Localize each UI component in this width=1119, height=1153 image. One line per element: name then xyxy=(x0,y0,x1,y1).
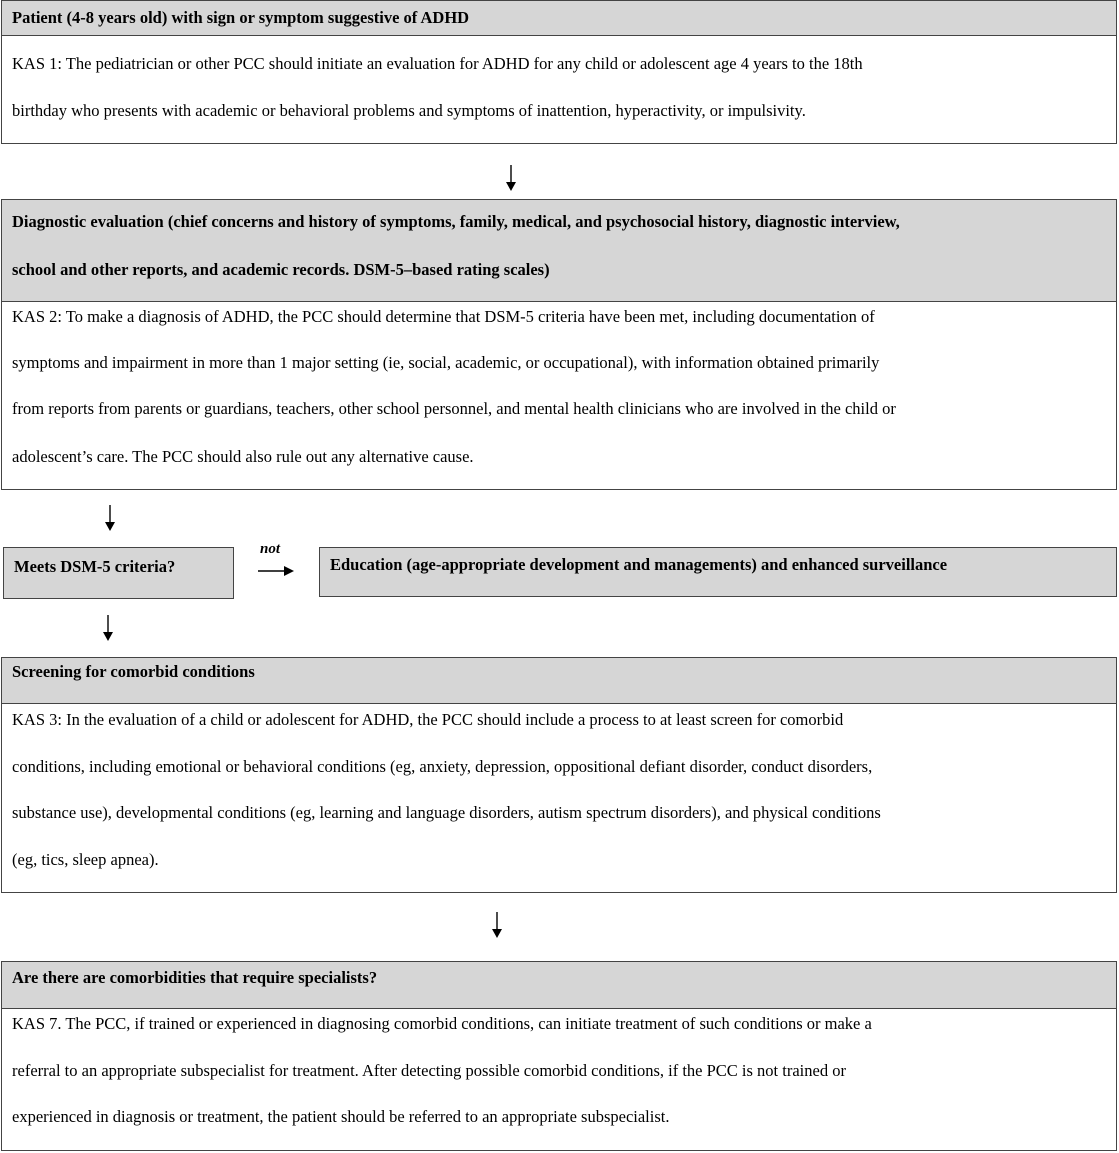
box3-body xyxy=(1,703,1117,893)
arrow-down-icon xyxy=(104,505,116,531)
arrow-down-icon xyxy=(102,615,114,641)
box4-body-line: experienced in diagnosis or treatment, the patient should be referred to an appropriate subspecialist. xyxy=(12,1107,670,1126)
box1-header xyxy=(1,0,1117,36)
education-box xyxy=(319,547,1117,597)
box3-header-text: Screening for comorbid conditions xyxy=(12,662,255,681)
box2-header-line: school and other reports, and academic records. DSM-5–based rating scales) xyxy=(12,260,550,279)
box3-body-line: substance use), developmental conditions (eg, learning and language disorders, autism spectrum disorders), and physical conditions xyxy=(12,803,881,822)
box4-header xyxy=(1,961,1117,1009)
box3-body-line: (eg, tics, sleep apnea). xyxy=(12,850,159,869)
box4-header-text: Are there are comorbidities that require specialists? xyxy=(12,968,378,987)
box2-body-line: symptoms and impairment in more than 1 major setting (ie, social, academic, or occupational), with information obtained primarily xyxy=(12,353,880,372)
arrow-down-icon xyxy=(491,912,503,938)
box3-header xyxy=(1,657,1117,704)
box2-body xyxy=(1,301,1117,490)
decision-question: Meets DSM-5 criteria? xyxy=(14,557,176,576)
box1-body-line: KAS 1: The pediatrician or other PCC should initiate an evaluation for ADHD for any child or adolescent age 4 years to the 18th xyxy=(12,54,863,73)
decision-box xyxy=(3,547,234,599)
box2-body-line: from reports from parents or guardians, teachers, other school personnel, and mental health clinicians who are involved in the child or xyxy=(12,399,896,418)
arrow-down-icon xyxy=(505,165,517,191)
box3-body-line: conditions, including emotional or behavioral conditions (eg, anxiety, depression, oppositional defiant disorder, conduct disorders, xyxy=(12,757,873,776)
not-label: not xyxy=(260,541,281,557)
box1-body xyxy=(1,35,1117,144)
arrow-right-icon xyxy=(258,565,294,577)
box2-body-line: adolescent’s care. The PCC should also rule out any alternative cause. xyxy=(12,447,474,466)
box3-body-line: KAS 3: In the evaluation of a child or adolescent for ADHD, the PCC should include a process to at least screen for comorbid xyxy=(12,710,844,729)
box4-body-line: KAS 7. The PCC, if trained or experienced in diagnosing comorbid conditions, can initiate treatment of such conditions or make a xyxy=(12,1014,872,1033)
box1-body-line: birthday who presents with academic or behavioral problems and symptoms of inattention, hyperactivity, or impulsivity. xyxy=(12,101,806,120)
box2-header-line: Diagnostic evaluation (chief concerns and history of symptoms, family, medical, and psychosocial history, diagnostic interview, xyxy=(12,212,900,231)
education-text: Education (age-appropriate development and managements) and enhanced surveillance xyxy=(330,555,948,574)
box4-body-line: referral to an appropriate subspecialist for treatment. After detecting possible comorbid conditions, if the PCC is not trained or xyxy=(12,1061,846,1080)
box2-body-line: KAS 2: To make a diagnosis of ADHD, the PCC should determine that DSM-5 criteria have been met, including documentation of xyxy=(12,307,875,326)
box4-body xyxy=(1,1008,1117,1151)
box1-header-text: Patient (4-8 years old) with sign or symptom suggestive of ADHD xyxy=(12,8,470,27)
box2-header xyxy=(1,199,1117,302)
